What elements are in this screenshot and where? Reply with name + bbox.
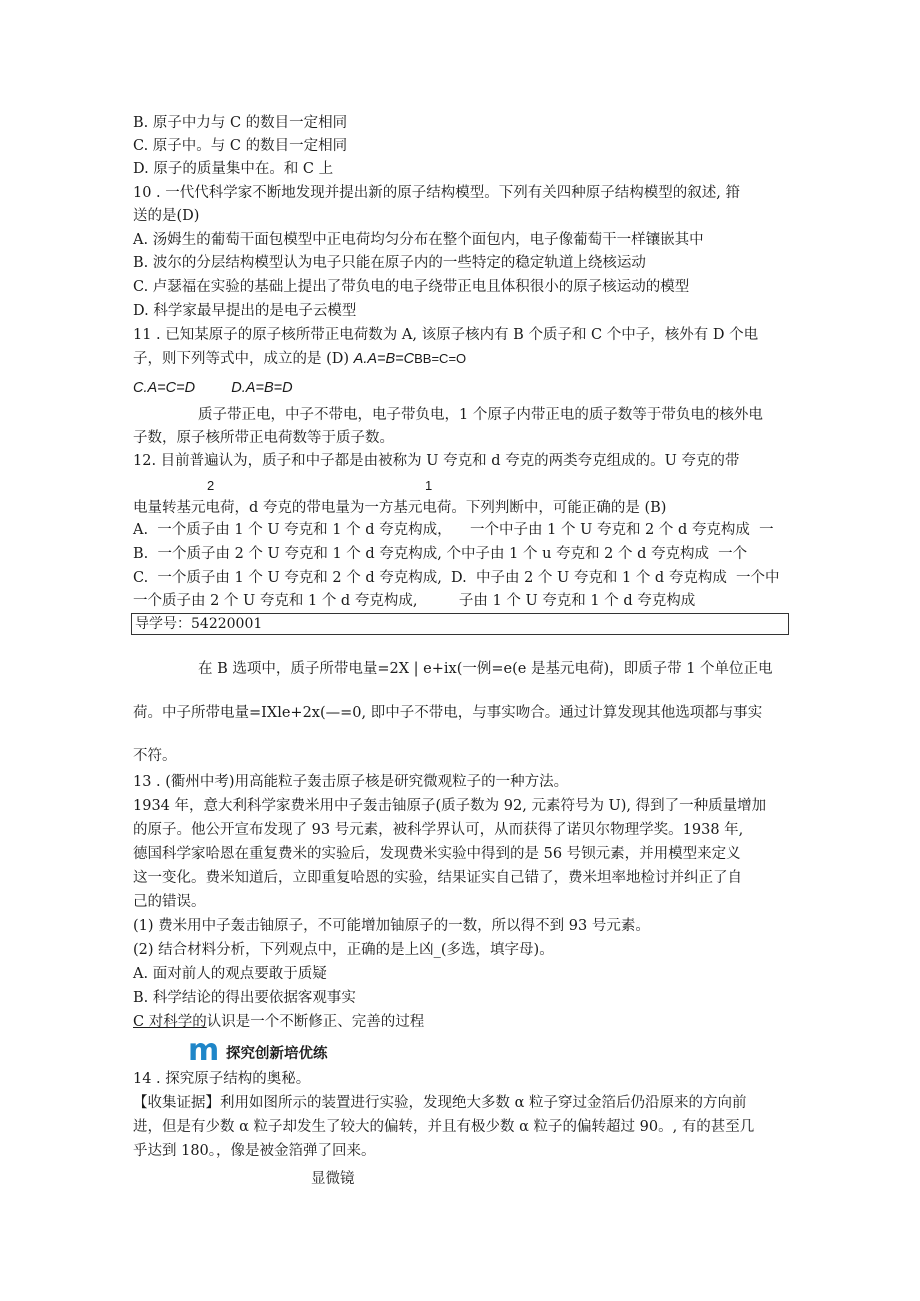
question-12-explanation-3: 不符。 <box>133 748 177 764</box>
question-12-option-c: C. 一个质子由 1 个 U 夸克和 2 个 d 夸克构成, D. 中子由 2 个 U 夸克和 1 个 d 夸克构成 一个中 <box>133 570 780 586</box>
question-12-stem: 12. 目前普遍认为，质子和中子都是由被称为 U 夸克和 d 夸克的两类夸克组成的。U 夸克的带 <box>133 453 740 469</box>
study-number-box <box>131 613 789 635</box>
question-11-stem: 11 . 已知某原子的原子核所带正电荷数为 A, 该原子核内有 B 个质子和 C 个中子，核外有 D 个电 <box>133 327 759 343</box>
question-10-option-a: A. 汤姆生的葡萄干面包模型中正电荷均匀分布在整个面包内，电子像葡萄干一样镶嵌其中 <box>133 232 704 248</box>
question-13-material-3: 德国科学家哈恩在重复费米的实验后，发现费米实验中得到的是 56 号钡元素，并用模型来定义 <box>133 846 741 862</box>
question-13-material-5: 己的错误。 <box>133 894 206 910</box>
question-11-explanation-1: 质子带正电，中子不带电，电子带负电，1 个原子内带正电的质子数等于带负电的核外电 <box>198 407 763 423</box>
question-13-option-c-rest: 认识是一个不断修正、完善的过程 <box>206 1014 425 1030</box>
question-12-option-d: 一个质子由 2 个 U 夸克和 1 个 d 夸克构成, 子由 1 个 U 夸克和 1 个 d 夸克构成 <box>133 593 696 609</box>
question-12-option-b: B. 一个质子由 2 个 U 夸克和 1 个 d 夸克构成, 个中子由 1 个 u 夸克和 2 个 d 夸克构成 一个 <box>133 546 748 562</box>
question-11-explanation-2: 子数，原子核所带正电荷数等于质子数。 <box>133 430 394 446</box>
question-12-option-a: A. 一个质子由 1 个 U 夸克和 1 个 d 夸克构成， 一个中子由 1 个 U 夸克和 2 个 d 夸克构成 一 <box>133 522 774 538</box>
question-12-explanation-2: 荷。中子所带电量=IXle+2x(—=0, 即中子不带电，与事实吻合。通过计算发现其他选项都与事实 <box>133 705 763 721</box>
section-logo-icon: m <box>188 1033 219 1068</box>
question-10-option-d: D. 科学家最早提出的是电子云模型 <box>133 303 357 319</box>
question-13-part-2: (2) 结合材料分析，下列观点中，正确的是上凶_(多选，填字母)。 <box>133 942 554 958</box>
question-11-answer-text: 子，则下列等式中，成立的是 (D) <box>133 351 354 367</box>
question-13-material-4: 这一变化。费米知道后，立即重复哈恩的实验，结果证实自己错了，费米坦率地检讨并纠正了自 <box>133 870 742 886</box>
question-14-evidence-2: 进，但是有少数 α 粒子却发生了较大的偏转，并且有极少数 α 粒子的偏转超过 90。, 有的甚至几 <box>133 1119 755 1135</box>
fraction-numerator-2: 2 <box>207 478 215 493</box>
question-10-answer: 送的是(D) <box>133 208 200 224</box>
question-14-evidence-3: 乎达到 180。，像是被金箔弹了回来。 <box>133 1143 376 1159</box>
study-number: 导学号：54220001 <box>135 616 263 632</box>
question-10-option-c: C. 卢瑟福在实验的基础上提出了带负电的电子绕带正电且体积很小的原子核运动的模型 <box>133 279 690 295</box>
option-b-line: B. 原子中力与 C 的数目一定相同 <box>133 115 348 131</box>
question-13-part-1: (1) 费米用中子轰击铀原子，不可能增加铀原子的一数，所以得不到 93 号元素。 <box>133 918 650 934</box>
question-14-evidence-1: 【收集证据】利用如图所示的装置进行实验，发现绝大多数 α 粒子穿过金箔后仍沿原来的方向前 <box>133 1095 747 1111</box>
microscope-label: 显微镜 <box>311 1171 355 1187</box>
question-13-option-c-underlined: C 对科学的 <box>133 1014 207 1030</box>
section-heading: 探究创新培优练 <box>226 1046 328 1062</box>
question-13-material-1: 1934 年，意大利科学家费米用中子轰击铀原子(质子数为 92, 元素符号为 U), 得到了一种质量增加 <box>133 798 767 814</box>
question-13-option-a: A. 面对前人的观点要敢于质疑 <box>133 966 327 982</box>
option-d-line: D. 原子的质量集中在。和 C 上 <box>133 161 334 177</box>
question-12-stem-2: 电量转基元电荷，d 夸克的带电量为一方基元电荷。下列判断中，可能正确的是 (B) <box>133 500 667 516</box>
question-13-option-b: B. 科学结论的得出要依据客观事实 <box>133 990 356 1006</box>
question-10-stem: 10 . 一代代科学家不断地发现并提出新的原子结构模型。下列有关四种原子结构模型的叙述, 箝 <box>133 185 740 201</box>
question-13-option-c <box>133 1013 424 1031</box>
question-11-option-a: A.A=B=C <box>353 351 415 367</box>
question-11-option-b: BB=C=O <box>414 351 467 366</box>
question-13-material-2: 的原子。他公开宣布发现了 93 号元素，被科学界认可，从而获得了诺贝尔物理学奖。1938 年, <box>133 822 744 838</box>
option-c-line: C. 原子中。与 C 的数目一定相同 <box>133 138 348 154</box>
question-12-explanation-1: 在 B 选项中，质子所带电量=2X | e+ix(一例=e(e 是基元电荷)，即质子带 1 个单位正电 <box>198 661 773 677</box>
question-14-stem: 14 . 探究原子结构的奥秘。 <box>133 1071 311 1087</box>
question-13-stem: 13 . (衢州中考)用高能粒子轰击原子核是研究微观粒子的一种方法。 <box>133 774 569 790</box>
fraction-numerator-1: 1 <box>425 478 433 493</box>
question-11-options-cd: C.A=C=D D.A=B=D <box>133 380 293 396</box>
question-11-answer-line <box>133 350 466 368</box>
question-10-option-b: B. 波尔的分层结构模型认为电子只能在原子内的一些特定的稳定轨道上绕核运动 <box>133 255 646 271</box>
